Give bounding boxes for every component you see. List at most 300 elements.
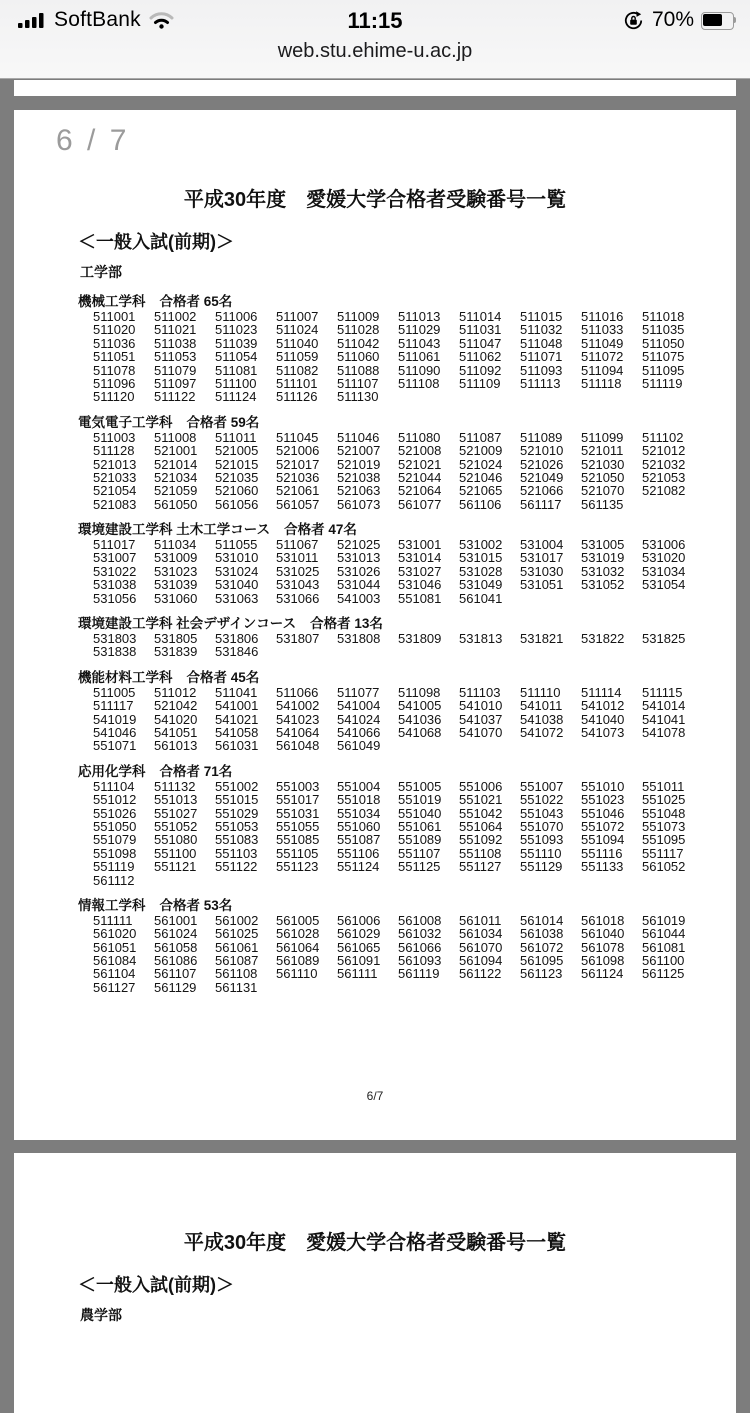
exam-number-row [93, 310, 718, 323]
exam-number: 521013 [93, 456, 137, 472]
exam-number: 561123 [520, 966, 563, 982]
department-section [78, 764, 718, 887]
exam-number: 521053 [642, 469, 686, 485]
exam-number: 551019 [398, 792, 442, 808]
exam-number-row [93, 431, 718, 444]
exam-number: 511021 [154, 322, 197, 338]
exam-number: 511096 [93, 375, 136, 391]
exam-number: 511080 [398, 429, 441, 445]
exam-number: 511079 [154, 362, 197, 378]
exam-number: 561006 [337, 912, 381, 928]
exam-number: 511103 [459, 684, 501, 700]
exam-number: 551083 [215, 832, 259, 848]
exam-number: 511034 [154, 537, 197, 553]
exam-number: 551073 [642, 818, 686, 834]
section-header [78, 898, 718, 913]
exam-number: 511099 [581, 429, 624, 445]
exam-number: 511075 [642, 349, 685, 365]
exam-number-row [93, 847, 718, 860]
exam-number: 551124 [337, 859, 380, 875]
exam-number: 511047 [459, 335, 502, 351]
exam-number: 521066 [520, 483, 564, 499]
exam-number: 531813 [459, 631, 503, 647]
exam-number: 551023 [581, 792, 625, 808]
exam-number: 561131 [215, 979, 258, 995]
exam-number: 561081 [642, 939, 686, 955]
exam-number: 511015 [520, 309, 563, 324]
exam-number: 561028 [276, 926, 320, 942]
exam-number: 511006 [215, 309, 258, 324]
exam-number-row [93, 565, 718, 578]
exam-number: 561061 [215, 939, 259, 955]
exam-number: 531028 [459, 563, 503, 579]
exam-number: 521025 [337, 537, 381, 553]
exam-number: 561107 [154, 966, 197, 982]
exam-number: 531006 [642, 537, 686, 553]
exam-number: 541036 [398, 711, 442, 727]
exam-number: 511031 [459, 322, 502, 338]
exam-number: 551108 [459, 845, 502, 861]
exam-number: 561110 [276, 966, 318, 982]
exam-number: 531002 [459, 537, 503, 553]
exam-number: 551003 [276, 778, 320, 794]
exam-number: 531040 [215, 577, 259, 593]
exam-number: 531010 [215, 550, 259, 566]
exam-number: 561077 [398, 496, 442, 512]
exam-number: 531013 [337, 550, 381, 566]
exam-number: 551070 [520, 818, 564, 834]
exam-number: 561050 [154, 496, 198, 512]
exam-number: 551110 [520, 845, 562, 861]
exam-number: 531051 [520, 577, 564, 593]
exam-number: 561051 [93, 939, 137, 955]
exam-number: 511036 [93, 335, 136, 351]
battery-icon [701, 12, 736, 28]
exam-number: 511002 [154, 309, 197, 324]
exam-number: 551094 [581, 832, 625, 848]
exam-number: 531004 [520, 537, 564, 553]
exam-number: 551040 [398, 805, 442, 821]
exam-number: 541040 [581, 711, 625, 727]
section-name: 環境建設工学科 土木工学コース [78, 522, 271, 538]
exam-number: 551015 [215, 792, 259, 808]
exam-number: 541041 [642, 711, 686, 727]
exam-number: 511028 [337, 322, 380, 338]
exam-number: 551021 [459, 792, 503, 808]
exam-number: 541010 [459, 698, 503, 714]
exam-number: 561014 [520, 912, 564, 928]
exam-number-row [93, 874, 718, 887]
exam-number: 561024 [154, 926, 198, 942]
exam-number: 511071 [520, 349, 563, 365]
exam-number: 561019 [642, 912, 686, 928]
exam-number: 551046 [581, 805, 625, 821]
exam-number: 521064 [398, 483, 442, 499]
exam-number: 521010 [520, 443, 564, 459]
exam-number: 551089 [398, 832, 442, 848]
exam-number: 511090 [398, 362, 441, 378]
exam-number: 541046 [93, 724, 137, 740]
exam-number: 531049 [459, 577, 503, 593]
exam-number: 551087 [337, 832, 381, 848]
exam-number: 551053 [215, 818, 259, 834]
exam-number: 561119 [398, 966, 440, 982]
exam-number: 521046 [459, 469, 503, 485]
department-section [78, 415, 718, 511]
exam-number: 551055 [276, 818, 320, 834]
exam-number: 541058 [215, 724, 259, 740]
exam-number: 531015 [459, 550, 503, 566]
exam-number: 551034 [337, 805, 381, 821]
exam-number: 531001 [398, 537, 442, 553]
exam-number: 511082 [276, 362, 319, 378]
exam-number: 531038 [93, 577, 137, 593]
exam-number: 551122 [215, 859, 258, 875]
exam-number: 551007 [520, 778, 564, 794]
exam-number-row [93, 632, 718, 645]
exam-number-row [93, 484, 718, 497]
exam-number-row [93, 941, 718, 954]
exam-number: 511003 [93, 429, 136, 445]
section-count: 合格者 71名 [159, 763, 233, 779]
exam-number: 511067 [276, 537, 319, 553]
exam-number: 551006 [459, 778, 503, 794]
exam-number: 531825 [642, 631, 686, 647]
exam-number-row [93, 323, 718, 336]
exam-number: 541051 [154, 724, 198, 740]
exam-number: 521042 [154, 698, 198, 714]
exam-number: 521007 [337, 443, 381, 459]
exam-number: 531054 [642, 577, 686, 593]
exam-number: 521083 [93, 496, 137, 512]
doc-title: 平成30年度 愛媛大学合格者受験番号一覧 [183, 189, 567, 211]
department-section [78, 294, 718, 404]
exam-number: 561127 [93, 979, 136, 995]
exam-number: 551106 [337, 845, 380, 861]
exam-number: 551005 [398, 778, 442, 794]
exam-number: 561018 [581, 912, 625, 928]
exam-number: 511095 [642, 362, 685, 378]
exam-number: 511111 [93, 912, 133, 928]
exam-number: 531027 [398, 563, 442, 579]
exam-number: 561073 [337, 496, 381, 512]
exam-number: 561078 [581, 939, 625, 955]
exam-number: 531024 [215, 563, 259, 579]
exam-number: 541068 [398, 724, 442, 740]
exam-number-row [93, 350, 718, 363]
exam-number-row [93, 967, 718, 980]
exam-number: 511110 [520, 684, 561, 700]
exam-number: 561091 [337, 953, 381, 969]
section-count: 合格者 65名 [159, 294, 233, 309]
exam-number: 551093 [520, 832, 564, 848]
exam-number: 521061 [276, 483, 320, 499]
exam-number: 511092 [459, 362, 502, 378]
exam-number-row [93, 458, 718, 471]
exam-number: 561056 [215, 496, 259, 512]
exam-number: 551119 [93, 859, 135, 875]
exam-number: 511060 [337, 349, 380, 365]
exam-number: 511077 [337, 684, 380, 700]
sections [78, 294, 718, 1005]
exam-number: 511081 [215, 362, 258, 378]
exam-number: 531034 [642, 563, 686, 579]
exam-number: 551121 [154, 859, 197, 875]
exam-number: 561122 [459, 966, 502, 982]
exam-number: 541019 [93, 711, 137, 727]
exam-number: 511005 [93, 684, 136, 700]
exam-number: 541003 [337, 590, 381, 606]
exam-number: 521059 [154, 483, 198, 499]
exam-number: 551029 [215, 805, 259, 821]
exam-number: 561065 [337, 939, 381, 955]
exam-number: 521034 [154, 469, 198, 485]
exam-number: 561086 [154, 953, 198, 969]
exam-number: 551027 [154, 805, 198, 821]
exam-number: 511043 [398, 335, 441, 351]
exam-number: 531808 [337, 631, 381, 647]
exam-number: 511046 [337, 429, 380, 445]
status-bar [0, 0, 750, 79]
exam-number: 541066 [337, 724, 381, 740]
exam-number-row [93, 860, 718, 873]
exam-number: 511059 [276, 349, 319, 365]
exam-number-row [93, 444, 718, 457]
exam-number: 541020 [154, 711, 198, 727]
exam-number: 541021 [215, 711, 259, 727]
exam-number: 521019 [337, 456, 381, 472]
pdf-page-7 [14, 1153, 736, 1413]
exam-number: 551117 [642, 845, 684, 861]
exam-number: 551026 [93, 805, 137, 821]
exam-number: 521009 [459, 443, 503, 459]
exam-number: 551116 [581, 845, 623, 861]
exam-number: 511020 [93, 322, 136, 338]
exam-number: 521070 [581, 483, 625, 499]
exam-number: 521049 [520, 469, 564, 485]
exam-number: 561038 [520, 926, 564, 942]
exam-number: 561002 [215, 912, 259, 928]
exam-number: 511048 [520, 335, 563, 351]
exam-number: 531023 [154, 563, 198, 579]
exam-number-row [93, 833, 718, 846]
exam-number: 531803 [93, 631, 137, 647]
exam-number: 561100 [642, 953, 685, 969]
exam-number: 511061 [398, 349, 441, 365]
exam-number: 551100 [154, 845, 197, 861]
exam-number: 541038 [520, 711, 564, 727]
exam-number: 531007 [93, 550, 137, 566]
exam-number: 521001 [154, 443, 198, 459]
exam-number: 561041 [459, 590, 503, 606]
exam-number-row [93, 981, 718, 994]
exam-number: 561087 [215, 953, 259, 969]
exam-number: 561129 [154, 979, 197, 995]
exam-number: 551013 [154, 792, 198, 808]
exam-number: 511062 [459, 349, 502, 365]
exam-number-row [93, 820, 718, 833]
exam-number: 551048 [642, 805, 686, 821]
exam-number: 521038 [337, 469, 381, 485]
exam-number: 561058 [154, 939, 198, 955]
exam-number: 531809 [398, 631, 442, 647]
exam-number: 511119 [642, 375, 683, 391]
exam-number: 561040 [581, 926, 625, 942]
exam-number: 511094 [581, 362, 624, 378]
exam-number: 511118 [581, 375, 622, 391]
exam-number-row [93, 780, 718, 793]
exam-number: 521006 [276, 443, 320, 459]
section-header [78, 522, 718, 537]
exam-number: 561111 [337, 966, 378, 982]
exam-number-row [93, 686, 718, 699]
exam-number: 511029 [398, 322, 441, 338]
exam-number: 551031 [276, 805, 320, 821]
exam-number: 511114 [581, 684, 622, 700]
exam-number: 511101 [276, 375, 318, 391]
exam-number: 531060 [154, 590, 198, 606]
exam-number: 521026 [520, 456, 564, 472]
exam-number-row [93, 337, 718, 350]
exam-number: 531052 [581, 577, 625, 593]
exam-number: 511102 [642, 429, 684, 445]
exam-number: 531005 [581, 537, 625, 553]
exam-number: 551004 [337, 778, 381, 794]
exam-number: 561048 [276, 738, 320, 754]
exam-number: 511130 [337, 389, 379, 405]
exam-number-row [93, 498, 718, 511]
exam-number: 561072 [520, 939, 564, 955]
exam-number: 521036 [276, 469, 320, 485]
exam-type-label: ＜一般入試(前期)＞ [78, 232, 234, 252]
exam-number: 531046 [398, 577, 442, 593]
exam-number: 511097 [154, 375, 197, 391]
exam-number: 561020 [93, 926, 137, 942]
exam-number: 561124 [581, 966, 624, 982]
exam-number-row [93, 578, 718, 591]
exam-number: 531822 [581, 631, 625, 647]
exam-number: 531807 [276, 631, 320, 647]
exam-number-row [93, 645, 718, 658]
exam-number: 511051 [93, 349, 136, 365]
exam-number: 551085 [276, 832, 320, 848]
department-section [78, 522, 718, 605]
exam-number: 551123 [276, 859, 319, 875]
exam-number-row [93, 927, 718, 940]
exam-number: 561057 [276, 496, 320, 512]
exam-number: 511033 [581, 322, 624, 338]
pdf-scroll-area[interactable] [0, 79, 750, 1334]
exam-number-row [93, 793, 718, 806]
exam-number: 511122 [154, 389, 196, 405]
exam-number: 511039 [215, 335, 258, 351]
exam-number: 521065 [459, 483, 503, 499]
exam-number: 561135 [581, 496, 624, 512]
orientation-lock-icon [622, 9, 645, 32]
exam-number-row [93, 726, 718, 739]
exam-number: 511013 [398, 309, 441, 324]
exam-number: 511012 [154, 684, 197, 700]
exam-number: 551018 [337, 792, 381, 808]
exam-number: 511089 [520, 429, 563, 445]
url-label: web.stu.ehime-u.ac.jp [277, 40, 473, 62]
exam-number: 561011 [459, 912, 502, 928]
exam-number: 531838 [93, 644, 137, 660]
exam-number: 521030 [581, 456, 625, 472]
exam-number: 551022 [520, 792, 564, 808]
exam-number: 511108 [398, 375, 440, 391]
exam-number-row [93, 699, 718, 712]
exam-number: 541011 [520, 698, 563, 714]
exam-number: 521005 [215, 443, 259, 459]
exam-number: 561008 [398, 912, 442, 928]
exam-number: 531846 [215, 644, 259, 660]
exam-number-row [93, 377, 718, 390]
exam-number: 551017 [276, 792, 320, 808]
url-bar[interactable] [0, 40, 750, 63]
exam-number: 521021 [398, 456, 442, 472]
exam-number: 511088 [337, 362, 380, 378]
section-name: 電気電子工学科 [78, 414, 173, 430]
exam-number: 531030 [520, 563, 564, 579]
exam-number: 551105 [276, 845, 319, 861]
exam-number: 511087 [459, 429, 502, 445]
exam-number: 531805 [154, 631, 198, 647]
exam-number: 561029 [337, 926, 381, 942]
exam-number: 511011 [215, 429, 257, 445]
exam-number: 551080 [154, 832, 198, 848]
exam-number-row [93, 807, 718, 820]
exam-number: 521054 [93, 483, 137, 499]
exam-number: 521011 [581, 443, 624, 459]
exam-number-row [93, 471, 718, 484]
exam-number: 511035 [642, 322, 685, 338]
exam-number: 511120 [93, 389, 135, 405]
exam-number: 541005 [398, 698, 442, 714]
exam-number: 511032 [520, 322, 563, 338]
exam-number: 511072 [581, 349, 624, 365]
time-label: 11:15 [347, 8, 403, 33]
exam-number: 561084 [93, 953, 137, 969]
exam-number: 511098 [398, 684, 441, 700]
exam-number: 561104 [93, 966, 136, 982]
exam-number: 551095 [642, 832, 686, 848]
exam-number: 511045 [276, 429, 319, 445]
exam-number: 511007 [276, 309, 319, 324]
exam-number: 551127 [459, 859, 502, 875]
exam-number: 511053 [154, 349, 197, 365]
exam-number: 511115 [642, 684, 683, 700]
exam-number: 511132 [154, 778, 196, 794]
section-count: 合格者 13名 [310, 616, 383, 632]
exam-number: 561044 [642, 926, 686, 942]
exam-number: 531063 [215, 590, 259, 606]
section-name: 情報工学科 [78, 897, 146, 913]
exam-number: 551071 [93, 738, 137, 754]
exam-number: 511104 [93, 778, 135, 794]
exam-number: 561108 [215, 966, 258, 982]
department-section [78, 670, 718, 753]
section-header [78, 764, 718, 779]
page-indicator: 6 / 7 [56, 124, 130, 157]
exam-number: 551060 [337, 818, 381, 834]
exam-number: 541024 [337, 711, 381, 727]
exam-number: 531020 [642, 550, 686, 566]
exam-number: 541078 [642, 724, 686, 740]
exam-number: 541001 [215, 698, 259, 714]
exam-number: 531039 [154, 577, 198, 593]
exam-number: 521033 [93, 469, 137, 485]
